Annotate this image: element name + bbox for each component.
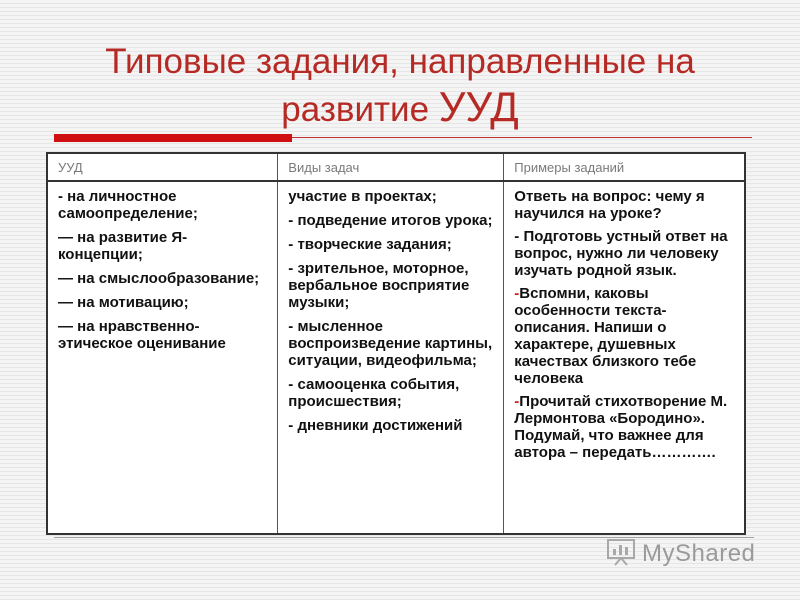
title-divider-line — [292, 137, 752, 138]
task-type-item: - творческие задания; — [288, 236, 452, 253]
task-example-dash: - — [514, 393, 520, 410]
uud-item: — на развитие Я-концепции; — [58, 229, 188, 263]
uud-item: — на смыслообразование; — [58, 270, 260, 287]
title-line-1: Типовые задания, направленные на — [105, 42, 695, 81]
title-line-2 — [0, 84, 800, 133]
task-example-text: Ответь на вопрос: чему я научился на уроке? — [514, 188, 705, 222]
task-example-item — [514, 285, 734, 387]
title-abbreviation: УУД — [438, 83, 519, 130]
task-example-text: Вспомни, каковы особенности текста-описания. Напиши о характере, душевных качествах близкого тебе человека — [514, 285, 697, 387]
uud-item: — на нравственно-этическое оценивание — [58, 318, 226, 352]
tasks-table — [46, 152, 746, 535]
task-type-item: участие в проектах; — [288, 188, 437, 205]
task-example-item — [514, 393, 734, 461]
task-example-item — [514, 228, 734, 279]
task-type-item: - самооценка события, происшествия; — [288, 376, 460, 410]
uud-item: — на мотивацию; — [58, 294, 189, 311]
watermark-text: MyShared — [642, 540, 756, 567]
task-type-item: - мысленное воспроизведение картины, ситуации, видеофильма; — [288, 318, 493, 369]
task-example-dash: - — [514, 285, 520, 302]
page-title — [0, 40, 800, 133]
watermark — [606, 538, 766, 570]
task-example-text: - Подготовь устный ответ на вопрос, нужно ли человеку изучать родной язык. — [514, 228, 728, 279]
task-example-item — [514, 188, 734, 222]
header-uud: УУД — [47, 153, 278, 181]
task-example-text: Прочитай стихотворение М. Лермонтова «Бородино». Подумай, что важнее для автора – передать…………. — [514, 393, 728, 461]
task-type-item: - дневники достижений — [288, 417, 463, 434]
uud-item: - на личностное самоопределение; — [58, 188, 198, 222]
title-line-2-prefix: развитие — [281, 90, 439, 129]
table-row — [47, 181, 745, 534]
task-types-cell — [278, 181, 504, 534]
header-task-examples: Примеры заданий — [504, 153, 745, 181]
uud-cell — [47, 181, 278, 534]
presentation-icon — [606, 538, 636, 571]
table-header-row — [47, 153, 745, 181]
task-type-item: - подведение итогов урока; — [288, 212, 493, 229]
task-type-item: - зрительное, моторное, вербальное восприятие музыки; — [288, 260, 470, 311]
title-accent-bar — [54, 134, 292, 142]
task-examples-cell — [504, 181, 745, 534]
header-task-types: Виды задач — [278, 153, 504, 181]
